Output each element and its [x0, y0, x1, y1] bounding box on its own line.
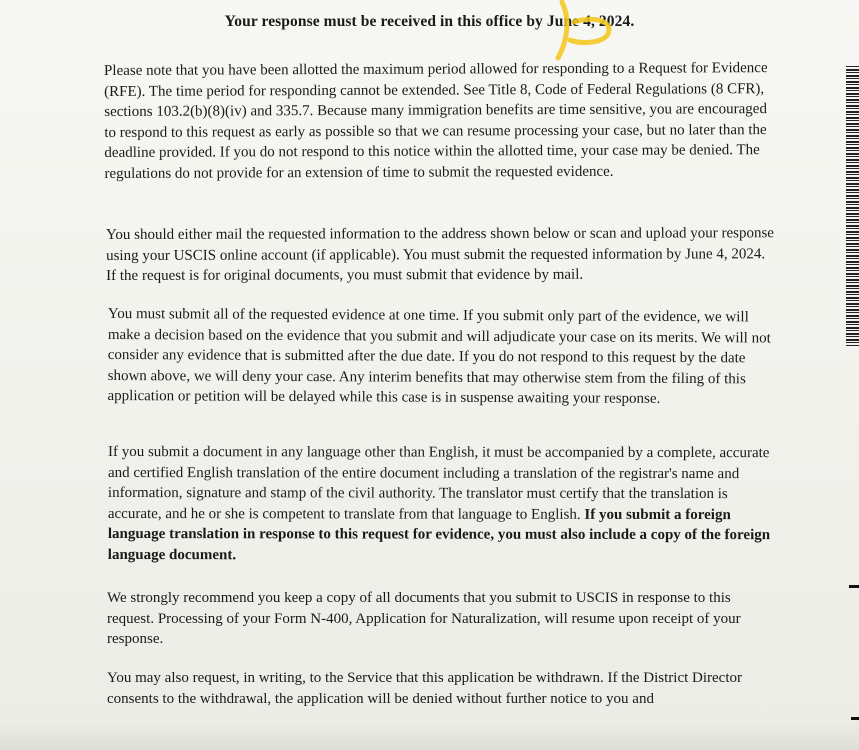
keep-copies-paragraph: We strongly recommend you keep a copy of all documents that you submit to USCIS in response to this request. Processing of your Form N-400, Application for Naturalization, will resume upon receipt of your response.	[107, 590, 741, 647]
complete-evidence-paragraph: You must submit all of the requested evidence at one time. If you submit only part of the evidence, we will make a decision based on the evidence that you submit and will adjudicate your case on its merits. We will not consider any evidence that is submitted after the due date. If you do not respond to this request by the date shown above, we will deny your case. Any interim benefits that may otherwise stem from the filing of this application or petition will be delayed while this case is in suspense awaiting your response.	[107, 305, 771, 407]
edge-tick-mark	[851, 717, 859, 720]
translation-requirement-bold-text: If you submit a foreign language translation in response to this request for evidence, you must also include a copy of the foreign language document.	[107, 506, 771, 563]
highlighter-mark	[540, 0, 630, 64]
edge-tick-mark	[849, 585, 859, 588]
submission-method-paragraph: You should either mail the requested information to the address shown below or scan and upload your response using your USCIS online account (if applicable). You must submit the requested information by June 4, 2024. If the request is for original documents, you must submit that evidence by mail.	[106, 225, 774, 284]
withdrawal-paragraph: You may also request, in writing, to the Service that this application be withdrawn. If the District Director consents to the withdrawal, the application will be denied without further notice to you and	[107, 670, 743, 707]
scan-shadow	[0, 722, 859, 750]
rfe-period-paragraph: Please note that you have been allotted the maximum period allowed for responding to a Request for Evidence (RFE). The time period for responding cannot be extended. See Title 8, Code of Federal Regulations (8 CFR), sections 103.2(b)(8)(iv) and 335.7. Because many immigration benefits are time sensitive, you are encouraged to respond to this request as early as possible so that we can resume processing your case, but no later than the deadline provided. If you do not respond to this notice within the allotted time, your case may be denied. The regulations do not provide for an extension of time to submit the requested evidence.	[104, 60, 768, 182]
response-deadline-heading: Your response must be received in this office by June 4, 2024.	[224, 13, 635, 30]
translation-requirement-text: If you submit a document in any language other than English, it must be accompanied by a complete, accurate and certified English translation of the entire document including a translation of the registrar's name and information, signature and stamp of the civil authority. The translator must certify that the translation is accurate, and he or she is competent to translate from that language to English.	[107, 444, 770, 523]
translation-requirement-paragraph	[108, 442, 773, 566]
edge-barcode	[846, 66, 859, 346]
